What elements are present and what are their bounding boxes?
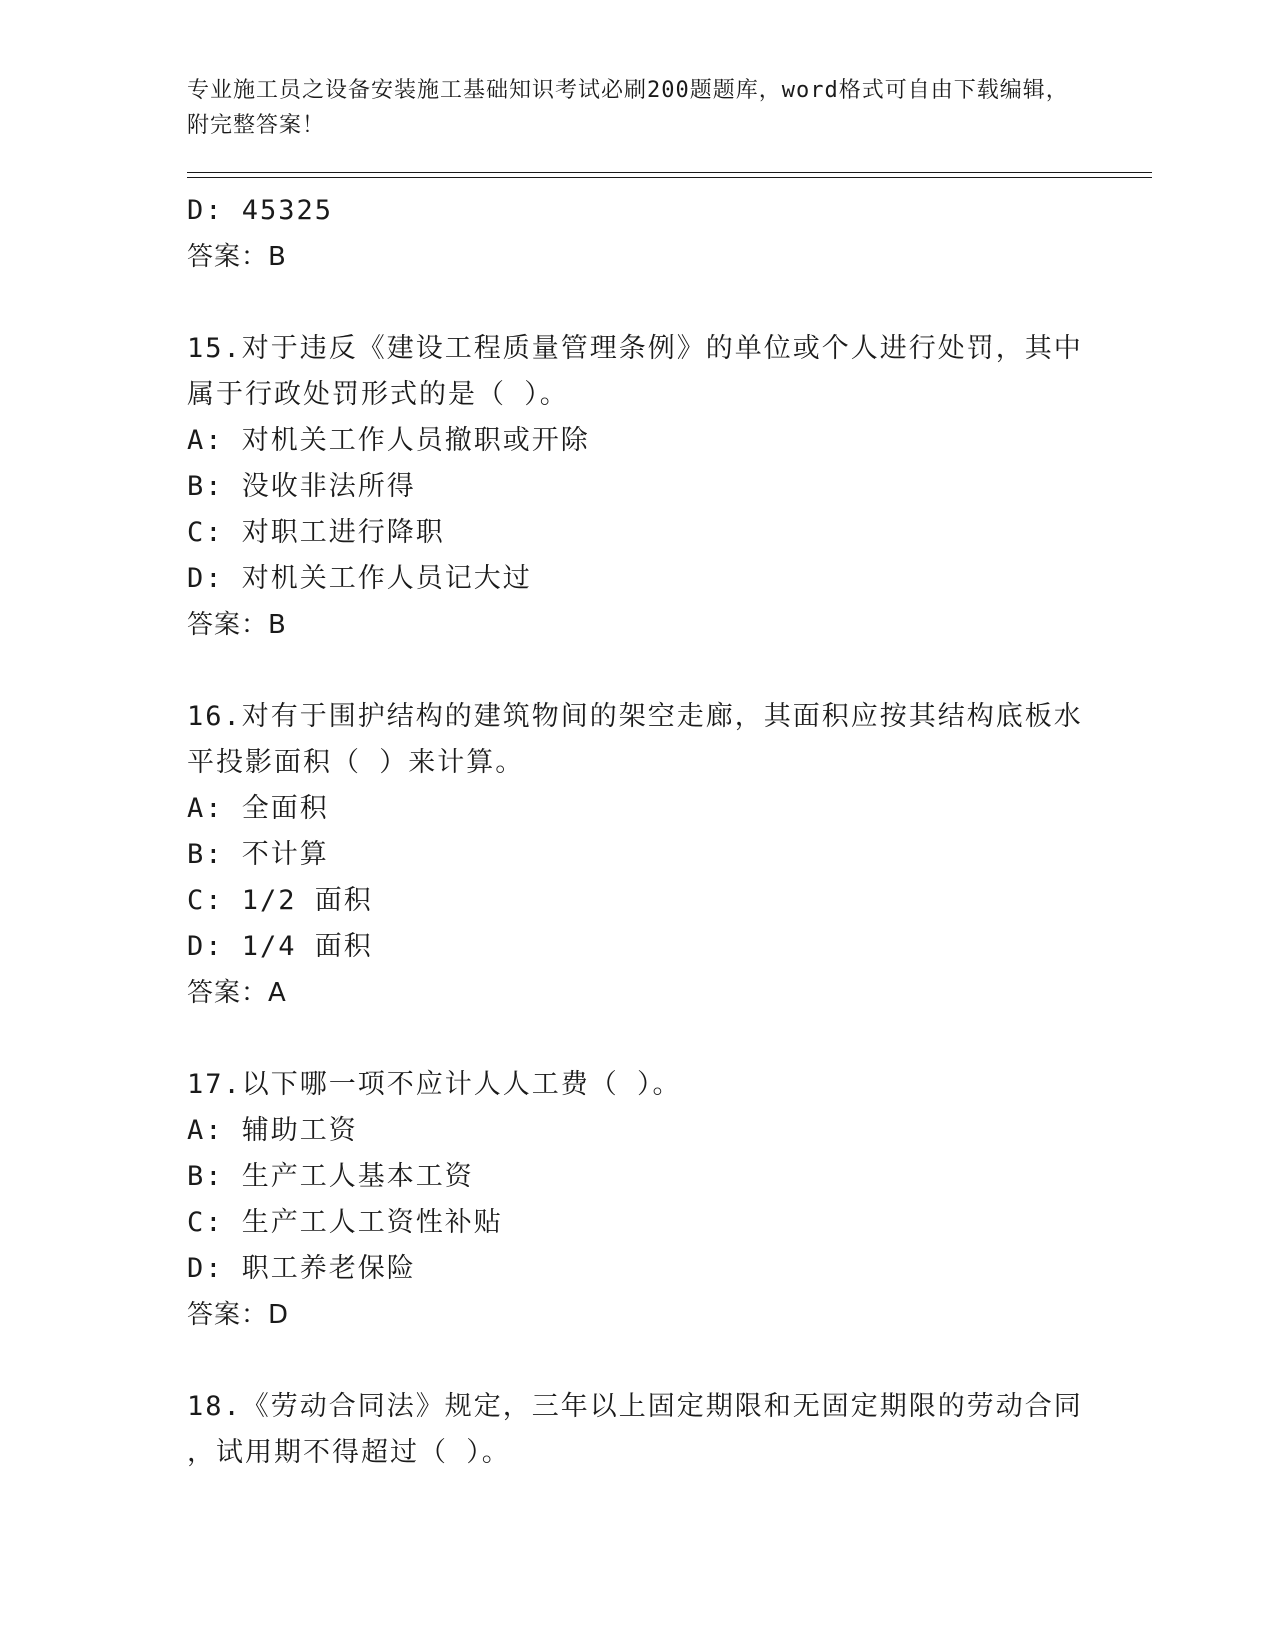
option-c: C: 1/2 面积 [187,885,373,916]
header-rule-top [187,172,1152,173]
question-text: 15.对于违反《建设工程质量管理条例》的单位或个人进行处罚，其中 [187,333,1083,364]
question-list [187,188,1087,1476]
answer: 答案：D [187,1300,290,1330]
option-a: A: 全面积 [187,793,329,824]
option-d: D: 职工养老保险 [187,1253,416,1284]
header-rule-bottom [187,177,1152,178]
option-c: C: 生产工人工资性补贴 [187,1207,503,1238]
answer: 答案：B [187,242,287,272]
option-d: D: 1/4 面积 [187,931,373,962]
question-text: 17.以下哪一项不应计人人工费（ ）。 [187,1069,682,1100]
question-16 [187,694,1087,1016]
question-text-cont: 属于行政处罚形式的是（ ）。 [187,379,569,410]
question-text-cont: ，试用期不得超过（ ）。 [187,1437,511,1468]
question-text-cont: 平投影面积（ ）来计算。 [187,747,525,778]
question-15 [187,326,1087,648]
answer: 答案：A [187,978,287,1008]
question-text: 16.对有于围护结构的建筑物间的架空走廊，其面积应按其结构底板水 [187,701,1083,732]
question-17 [187,1062,1087,1338]
option-b: B: 不计算 [187,839,329,870]
question-text: 18.《劳动合同法》规定，三年以上固定期限和无固定期限的劳动合同 [187,1391,1083,1422]
option-a: A: 辅助工资 [187,1115,358,1146]
option-d: D: 45325 [187,195,334,226]
option-b: B: 没收非法所得 [187,471,416,502]
page-header [187,73,1087,143]
option-a: A: 对机关工作人员撤职或开除 [187,425,590,456]
option-d: D: 对机关工作人员记大过 [187,563,532,594]
question-18 [187,1384,1087,1476]
option-b: B: 生产工人基本工资 [187,1161,474,1192]
continued-question [187,188,1087,280]
header-title: 专业施工员之设备安装施工基础知识考试必刷200题题库，word格式可自由下载编辑，附完整答案！ [187,78,1069,138]
option-c: C: 对职工进行降职 [187,517,445,548]
answer: 答案：B [187,610,287,640]
